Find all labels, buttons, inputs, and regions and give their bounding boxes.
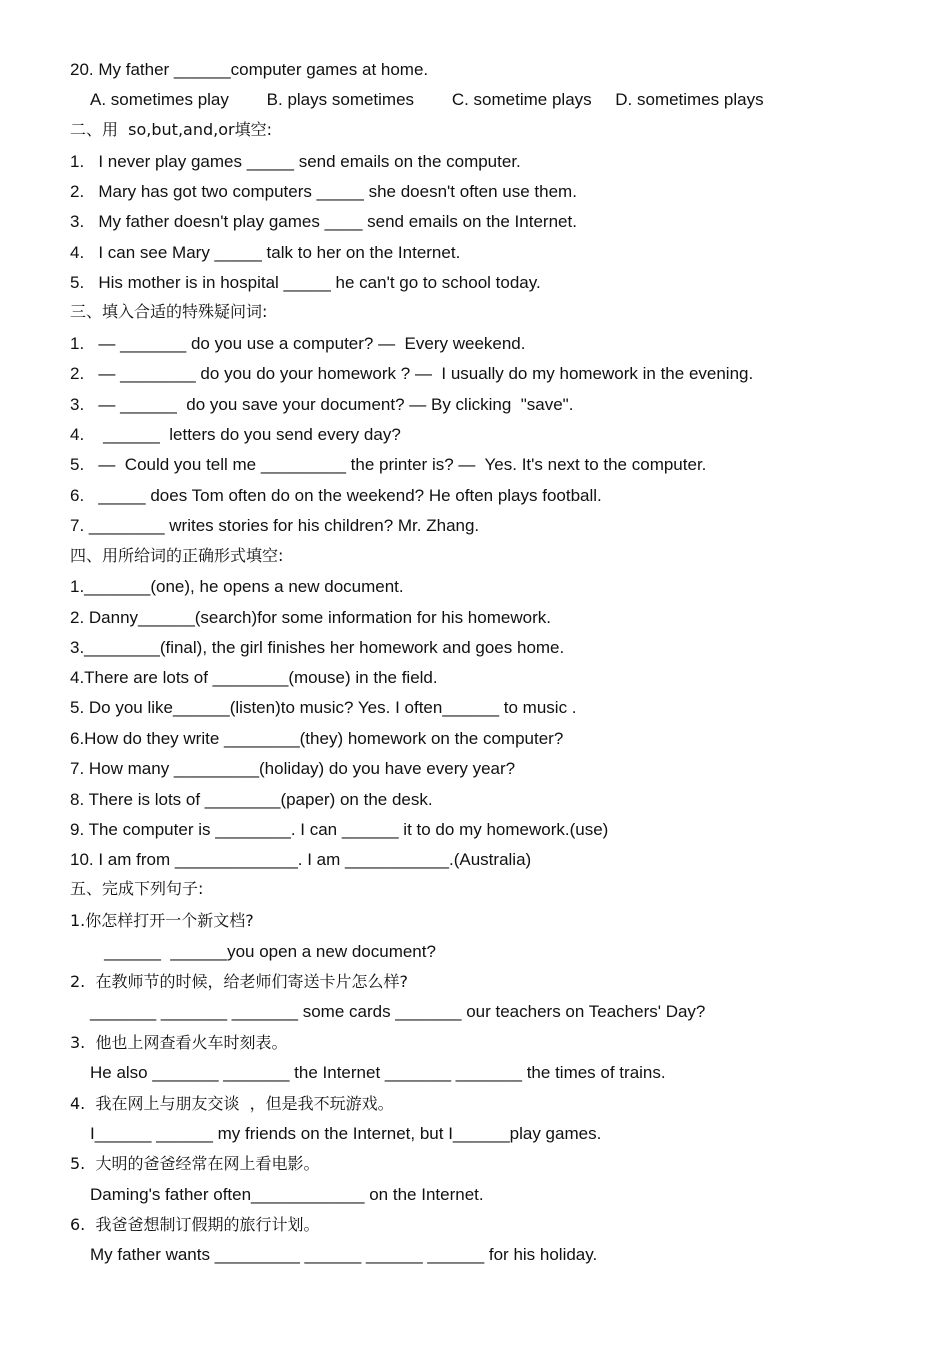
line-s2-q1: 1. I never play games _____ send emails on the computer. — [70, 152, 521, 171]
line-s3-q2: 2. — ________ do you do your homework ? — I usually do my homework in the evening. — [70, 364, 754, 383]
line-s4-q4: 4.There are lots of ________(mouse) in the field. — [70, 668, 438, 687]
line-s4-q9: 9. The computer is ________. I can ______ it to do my homework.(use) — [70, 820, 609, 839]
line-s3-q3: 3. — ______ do you save your document? — By clicking "save". — [70, 395, 574, 414]
line-s4-q7: 7. How many _________(holiday) do you have every year? — [70, 759, 516, 778]
line-s4-q2: 2. Danny______(search)for some information for his homework. — [70, 608, 551, 627]
line-s3-q4: 4. ______ letters do you send every day? — [70, 425, 401, 444]
line-s4-q3: 3.________(final), the girl finishes her homework and goes home. — [70, 638, 565, 657]
line-s2-q2: 2. Mary has got two computers _____ she doesn't often use them. — [70, 182, 577, 201]
line-s3-q1: 1. — _______ do you use a computer? — Every weekend. — [70, 334, 526, 353]
line-s5-q2-chinese: 2. 在教师节的时候，给老师们寄送卡片怎么样? — [70, 972, 408, 991]
line-s3-q7: 7. ________ writes stories for his children? Mr. Zhang. — [70, 516, 480, 535]
section-5-heading: 五、完成下列句子: — [70, 879, 204, 898]
line-s5-q5-chinese: 5. 大明的爸爸经常在网上看电影。 — [70, 1154, 320, 1173]
section-4-heading: 四、用所给词的正确形式填空: — [70, 546, 284, 565]
section-2-heading: 二、用 so,but,and,or填空: — [70, 120, 272, 139]
line-s4-q1: 1._______(one), he opens a new document. — [70, 577, 404, 596]
line-s3-q6: 6. _____ does Tom often do on the weekend? He often plays football. — [70, 486, 602, 505]
section-3-heading: 三、填入合适的特殊疑问词: — [70, 302, 268, 321]
line-s5-q3-chinese: 3. 他也上网查看火车时刻表。 — [70, 1033, 288, 1052]
line-s4-q8: 8. There is lots of ________(paper) on the desk. — [70, 790, 433, 809]
line-s5-q1-english: ______ ______you open a new document? — [90, 942, 436, 961]
line-q20-options: A. sometimes play B. plays sometimes C. sometime plays D. sometimes plays — [90, 90, 764, 109]
line-s4-q10: 10. I am from _____________. I am ___________.(Australia) — [70, 850, 532, 869]
line-s2-q4: 4. I can see Mary _____ talk to her on the Internet. — [70, 243, 461, 262]
line-s5-q6-chinese: 6. 我爸爸想制订假期的旅行计划。 — [70, 1215, 320, 1234]
line-s5-q4-english: I______ ______ my friends on the Internet, but I______play games. — [90, 1124, 602, 1143]
line-s4-q6: 6.How do they write ________(they) homework on the computer? — [70, 729, 564, 748]
line-s5-q6-english: My father wants _________ ______ ______ ______ for his holiday. — [90, 1245, 598, 1264]
line-s5-q1-chinese: 1.你怎样打开一个新文档? — [70, 911, 254, 930]
line-s3-q5: 5. — Could you tell me _________ the printer is? — Yes. It's next to the computer. — [70, 455, 707, 474]
line-s5-q4-chinese: 4. 我在网上与朋友交谈 ，但是我不玩游戏。 — [70, 1094, 394, 1113]
line-s2-q3: 3. My father doesn't play games ____ send emails on the Internet. — [70, 212, 577, 231]
line-s5-q2-english: _______ _______ _______ some cards _______ our teachers on Teachers' Day? — [90, 1002, 706, 1021]
line-s4-q5: 5. Do you like______(listen)to music? Yes. I often______ to music . — [70, 698, 577, 717]
line-s2-q5: 5. His mother is in hospital _____ he can't go to school today. — [70, 273, 541, 292]
line-q20: 20. My father ______computer games at home. — [70, 60, 429, 79]
line-s5-q5-english: Daming's father often____________ on the Internet. — [90, 1185, 484, 1204]
line-s5-q3-english: He also _______ _______ the Internet _______ _______ the times of trains. — [90, 1063, 666, 1082]
